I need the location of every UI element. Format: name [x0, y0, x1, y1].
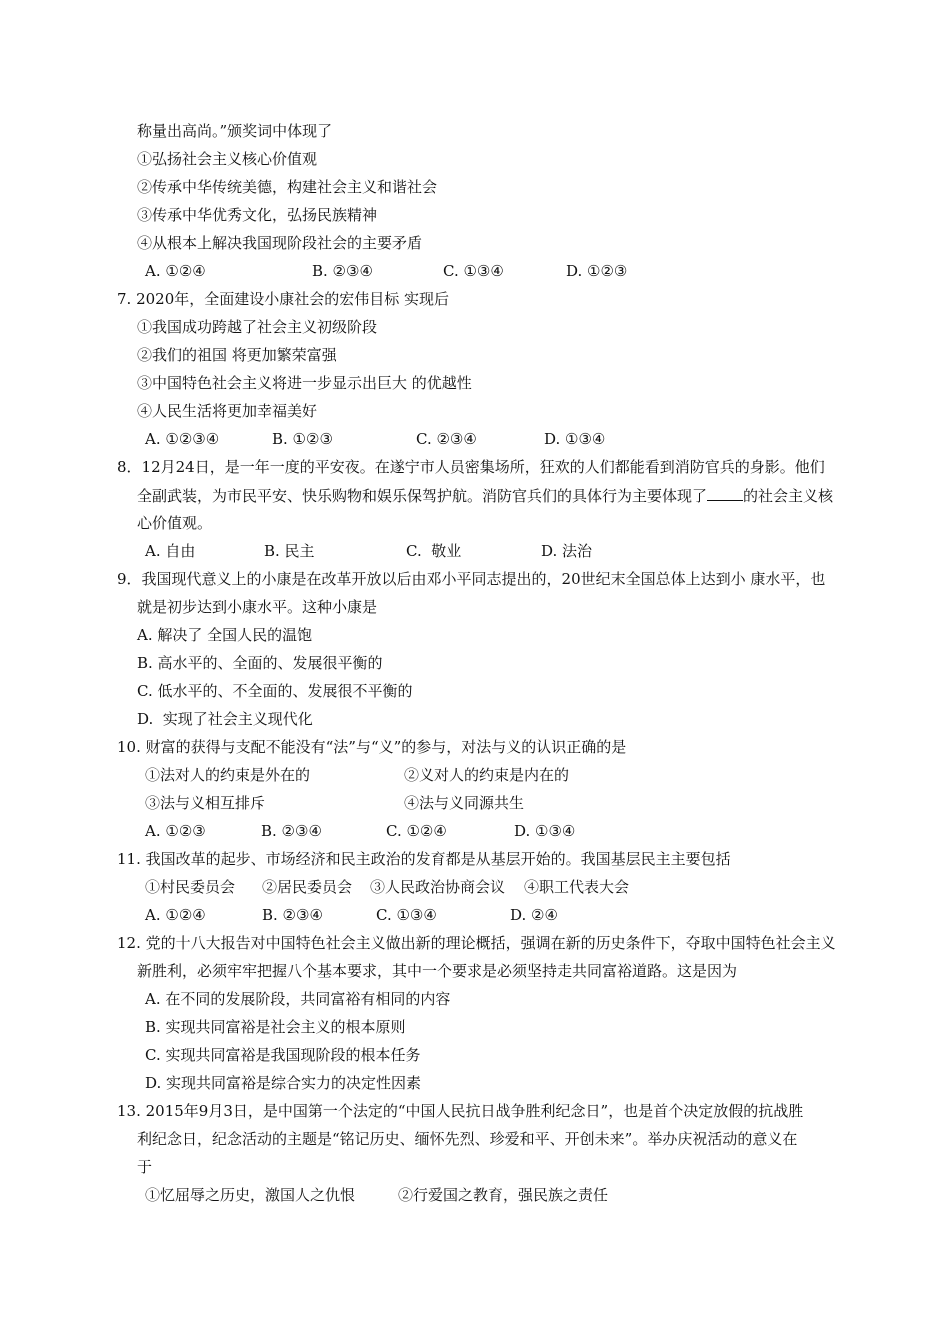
q11-option-c: C. ①③④: [376, 906, 437, 924]
q8-stem-line-2-before-blank: 全副武装，为市民平安、快乐购物和娱乐保驾护航。消防官兵们的具体行为主要体现了: [137, 487, 708, 505]
q8-option-b: B. 民主: [264, 542, 315, 560]
q6-stem-continuation: 称量出高尚。”颁奖词中体现了: [137, 122, 333, 140]
q10-item-2: ②义对人的约束是内在的: [404, 766, 570, 784]
q12-option-a: A. 在不同的发展阶段，共同富裕有相同的内容: [145, 990, 451, 1008]
q7-item-2: ②我们的祖国 将更加繁荣富强: [137, 346, 337, 364]
q11-option-a: A. ①②④: [145, 906, 206, 924]
q10-item-1: ①法对人的约束是外在的: [145, 766, 311, 784]
q13-item-1: ①忆屈辱之历史，激国人之仇恨: [145, 1186, 356, 1204]
q6-item-4: ④从根本上解决我国现阶段社会的主要矛盾: [137, 234, 423, 252]
q9-option-d: D. 实现了社会主义现代化: [137, 710, 313, 728]
q11-option-b: B. ②③④: [262, 906, 323, 924]
q13-item-2: ②行爱国之教育，强民族之责任: [398, 1186, 609, 1204]
q8-option-c: C. 敬业: [406, 542, 462, 560]
q7-item-1: ①我国成功跨越了社会主义初级阶段: [137, 318, 378, 336]
q6-item-2: ②传承中华传统美德，构建社会主义和谐社会: [137, 178, 438, 196]
q9-option-b: B. 高水平的、全面的、发展很平衡的: [137, 654, 383, 672]
q10-option-a: A. ①②③: [145, 822, 206, 840]
q8-option-a: A. 自由: [145, 542, 196, 560]
q6-option-c: C. ①③④: [443, 262, 504, 280]
q9-stem-line-1: 9．我国现代意义上的小康是在改革开放以后由邓小平同志提出的，20世纪末全国总体上达到小 康水平，也: [117, 570, 826, 588]
q13-stem-line-2: 利纪念日，纪念活动的主题是“铭记历史、缅怀先烈、珍爱和平、开创未来”。举办庆祝活动的意义在: [137, 1130, 798, 1148]
q6-option-a: A. ①②④: [145, 262, 206, 280]
q9-stem-line-2: 就是初步达到小康水平。这种小康是: [137, 598, 378, 616]
q12-option-c: C. 实现共同富裕是我国现阶段的根本任务: [145, 1046, 421, 1064]
q12-stem-line-2: 新胜利，必须牢牢把握八个基本要求，其中一个要求是必须坚持走共同富裕道路。这是因为: [137, 962, 738, 980]
q11-stem: 11. 我国改革的起步、市场经济和民主政治的发育都是从基层开始的。我国基层民主主要包括: [117, 850, 731, 868]
q11-item-1: ①村民委员会: [145, 878, 236, 896]
q7-option-d: D. ①③④: [544, 430, 606, 448]
q12-option-b: B. 实现共同富裕是社会主义的根本原则: [145, 1018, 406, 1036]
q6-option-d: D. ①②③: [566, 262, 628, 280]
q10-option-c: C. ①②④: [386, 822, 447, 840]
q12-stem-line-1: 12. 党的十八大报告对中国特色社会主义做出新的理论概括，强调在新的历史条件下，夺取中国特色社会主义: [117, 934, 836, 952]
q7-option-b: B. ①②③: [272, 430, 333, 448]
q8-stem-line-2: [137, 485, 833, 506]
q13-stem-line-3: 于: [137, 1158, 153, 1176]
q6-item-1: ①弘扬社会主义核心价值观: [137, 150, 318, 168]
q8-stem-line-2-after-blank: 的社会主义核: [743, 487, 834, 505]
q6-item-3: ③传承中华优秀文化，弘扬民族精神: [137, 206, 378, 224]
q9-option-c: C. 低水平的、不全面的、发展很不平衡的: [137, 682, 413, 700]
q8-stem-line-1: 8．12月24日，是一年一度的平安夜。在遂宁市人员密集场所，狂欢的人们都能看到消防官兵的身影。他们: [117, 458, 825, 476]
q11-item-3: ③人民政治协商会议: [370, 878, 506, 896]
q7-item-4: ④人民生活将更加幸福美好: [137, 402, 318, 420]
q9-option-a: A. 解决了 全国人民的温饱: [137, 626, 313, 644]
q10-stem: 10. 财富的获得与支配不能没有“法”与“义”的参与，对法与义的认识正确的是: [117, 738, 627, 756]
q12-option-d: D. 实现共同富裕是综合实力的决定性因素: [145, 1074, 422, 1092]
q11-item-4: ④职工代表大会: [524, 878, 630, 896]
q11-option-d: D. ②④: [510, 906, 558, 924]
q13-stem-line-1: 13. 2015年9月3日，是中国第一个法定的“中国人民抗日战争胜利纪念日”，也是首个决定放假的抗战胜: [117, 1102, 804, 1120]
q8-stem-line-3: 心价值观。: [137, 514, 213, 532]
q7-option-c: C. ②③④: [416, 430, 477, 448]
q7-stem: 7. 2020年，全面建设小康社会的宏伟目标 实现后: [117, 290, 450, 308]
q11-item-2: ②居民委员会: [262, 878, 353, 896]
q10-option-d: D. ①③④: [514, 822, 576, 840]
q7-option-a: A. ①②③④: [145, 430, 220, 448]
q10-item-4: ④法与义同源共生: [404, 794, 525, 812]
q6-option-b: B. ②③④: [312, 262, 373, 280]
q8-option-d: D. 法治: [541, 542, 593, 560]
q7-item-3: ③中国特色社会主义将进一步显示出巨大 的优越性: [137, 374, 472, 392]
answer-blank: [707, 485, 743, 501]
q10-option-b: B. ②③④: [261, 822, 322, 840]
q10-item-3: ③法与义相互排斥: [145, 794, 266, 812]
